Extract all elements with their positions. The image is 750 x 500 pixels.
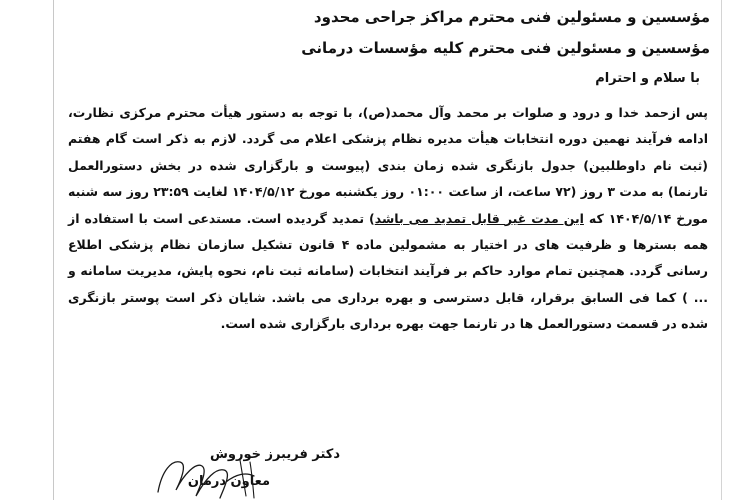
greeting: با سلام و احترام: [595, 71, 700, 86]
page-right-border: [721, 0, 722, 500]
letter-body: [68, 100, 708, 338]
body-text-part-1: پس ازحمد خدا و درود و صلوات بر محمد وآل محمد(ص)، با توجه به دستور هیأت محترم مرکزی نظارت، ادامه فرآیند نهمین دوره انتخابات هیأت مدیره نظام پزشکی اعلام می گردد. لازم به ذکر است گام هفتم (ثبت نام داوطلبین) جدول بازنگری شده زمان بندی (پیوست و بارگزاری شده در بخش دستورالعمل تارنما) به مدت ۳ روز (۷۲ ساعت، از ساعت ۰۱:۰۰ روز یکشنبه مورخ ۱۴۰۴/۵/۱۲ لغایت ۲۳:۵۹ روز سه شنبه مورخ ۱۴۰۴/۵/۱۴ که: [68, 105, 708, 226]
handwritten-signature: [150, 452, 270, 500]
signer-title: معاون درمان: [187, 474, 270, 489]
recipient-line-2: مؤسسین و مسئولین فنی محترم کلیه مؤسسات درمانی: [301, 39, 710, 57]
page-left-border: [53, 0, 54, 500]
signer-name: دکتر فریبرز خوروش: [209, 447, 340, 462]
recipient-line-1: مؤسسین و مسئولین فنی محترم مراکز جراحی محدود: [313, 8, 710, 26]
body-text-part-2: ) تمدید گردیده است. مستدعی است با استفاده از همه بسترها و ظرفیت های در اختیار به مشمولین ماده ۴ قانون تشکیل سازمان نظام پزشکی اطلاع رسانی گردد. همچنین تمام موارد حاکم بر فرآیند انتخابات (سامانه ثبت نام، نحوه پایش، مدیریت سامانه و ... ) کما فی السابق برقرار، قابل دسترسی و بهره برداری می باشد. شایان ذکر است پوستر بازنگری شده در قسمت دستورالعمل ها در تارنما جهت بهره برداری بارگزاری شده است.: [68, 210, 708, 332]
body-underlined-text: این مدت غیر قابل تمدید می باشد: [374, 210, 584, 226]
